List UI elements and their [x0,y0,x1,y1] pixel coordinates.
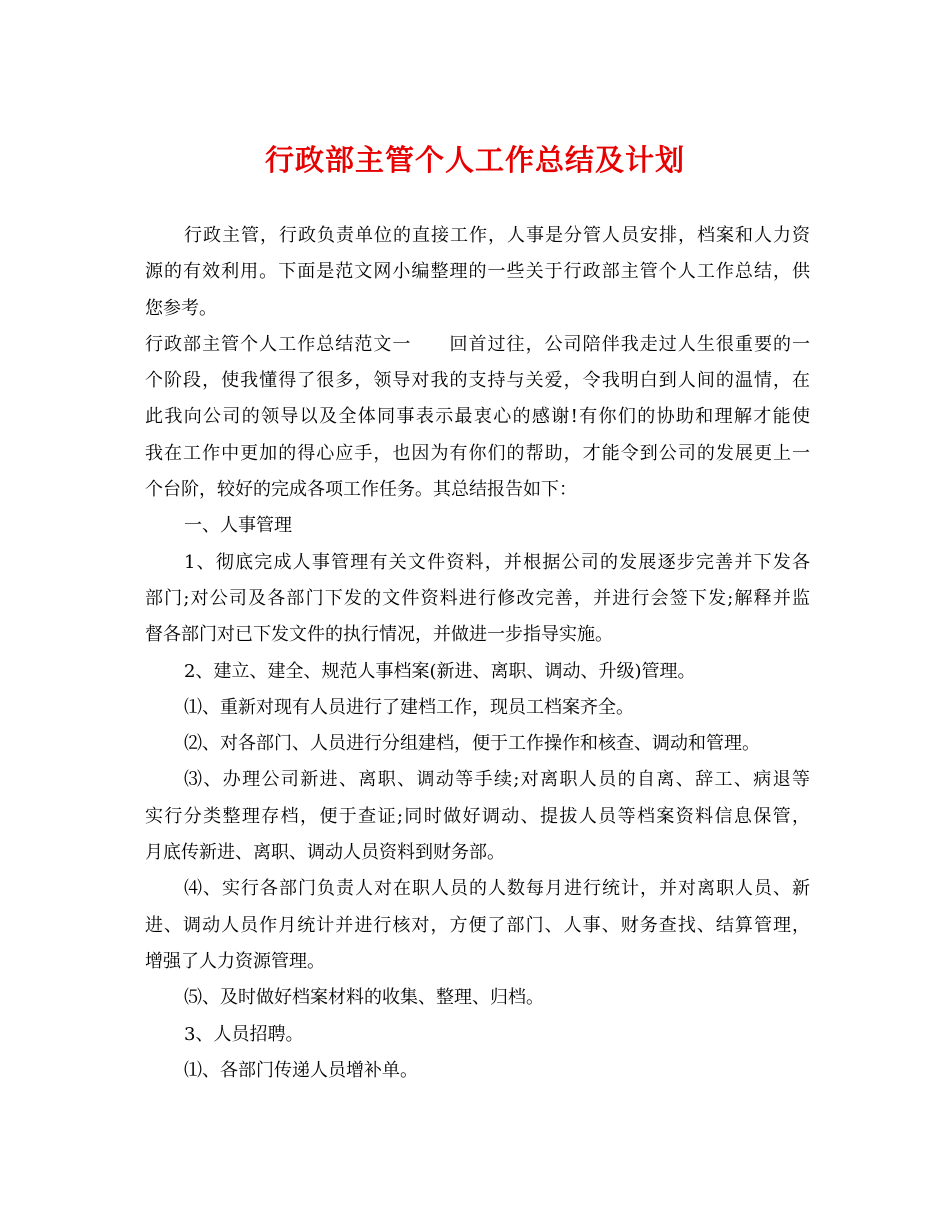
paragraph-line: ⑸、及时做好档案材料的收集、整理、归档。 [184,987,544,1009]
section-heading: 一、人事管理 [184,515,292,537]
paragraph-line: 3、人员招聘。 [184,1023,304,1045]
paragraph-line: 部门;对公司及各部门下发的文件资料进行修改完善，并进行会签下发;解释并监 [145,587,810,609]
paragraph-line: ⑵、对各部门、人员进行分组建档，便于工作操作和核查、调动和管理。 [184,733,760,755]
paragraph-line: 实行分类整理存档，便于查证;同时做好调动、提拔人员等档案资料信息保管， [145,805,810,827]
paragraph-line: ⑷、实行各部门负责人对在职人员的人数每月进行统计，并对离职人员、新 [184,878,810,900]
paragraph-line: 源的有效利用。下面是范文网小编整理的一些关于行政部主管个人工作总结，供 [145,261,810,283]
paragraph-line: 2、建立、建全、规范人事档案(新进、离职、调动、升级)管理。 [184,660,696,682]
paragraph-line: 个阶段，使我懂得了很多，领导对我的支持与关爱，令我明白到人间的温情，在 [145,370,810,392]
paragraph-line: 我在工作中更加的得心应手，也因为有你们的帮助，才能令到公司的发展更上一 [145,442,810,464]
paragraph-line: 进、调动人员作月统计并进行核对，方便了部门、人事、财务查找、结算管理， [145,914,810,936]
paragraph-line: 1、彻底完成人事管理有关文件资料，并根据公司的发展逐步完善并下发各 [184,551,810,573]
paragraph-line: 此我向公司的领导以及全体同事表示最衷心的感谢!有你们的协助和理解才能使 [145,406,810,428]
paragraph-line: 增强了人力资源管理。 [145,950,325,972]
paragraph-line: 督各部门对已下发文件的执行情况，并做进一步指导实施。 [145,624,613,646]
paragraph-line: 个台阶，较好的完成各项工作任务。其总结报告如下： [145,479,577,501]
paragraph-line: 月底传新进、离职、调动人员资料到财务部。 [145,842,505,864]
document-title: 行政部主管个人工作总结及计划 [264,143,685,177]
paragraph-line: ⑴、重新对现有人员进行了建档工作，现员工档案齐全。 [184,696,634,718]
paragraph-line: 行政主管，行政负责单位的直接工作，人事是分管人员安排，档案和人力资 [184,225,810,246]
paragraph-line: 您参考。 [145,297,217,319]
paragraph-line: 行政部主管个人工作总结范文一 回首过往，公司陪伴我走过人生很重要的一 [145,333,810,355]
document-body [145,218,810,1089]
paragraph-line: ⑴、各部门传递人员增补单。 [184,1059,418,1081]
paragraph-line: ⑶、办理公司新进、离职、调动等手续;对离职人员的自离、辞工、病退等 [184,769,810,791]
